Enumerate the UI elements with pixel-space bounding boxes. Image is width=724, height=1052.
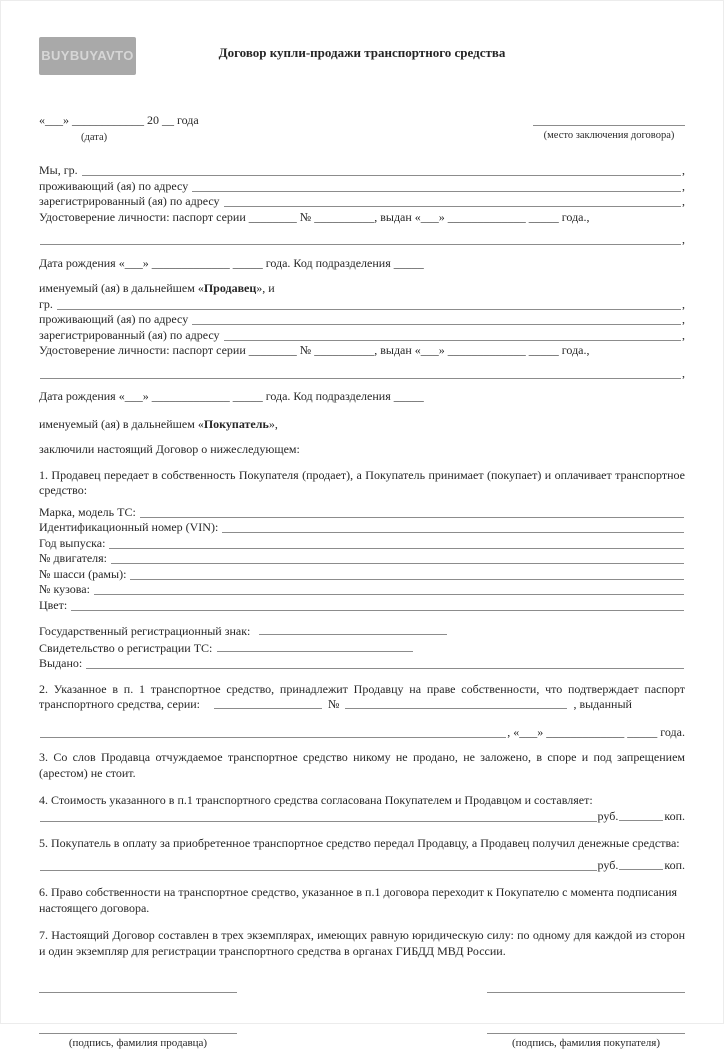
clause-6: 6. Право собственности на транспортное средство, указанное в п.1 договора переходит к Покупателю с момента подписания настоящего договора. [39, 885, 678, 915]
place-blank-line [533, 113, 685, 126]
seller-registered-label: зарегистрированный (ая) по адресу [39, 194, 220, 208]
seller-name-line [39, 1020, 237, 1034]
seller-living-row [39, 179, 685, 195]
seller-signature-caption: (подпись, фамилия продавца) [68, 1037, 208, 1049]
comma: , [682, 365, 685, 380]
rub-label: руб. [597, 857, 619, 872]
buyer-passport-cont-row [39, 366, 685, 382]
blank-line [94, 582, 684, 595]
blank-line [40, 725, 506, 738]
buyer-signature-line [487, 979, 685, 993]
blank-line [259, 623, 447, 635]
blank-line [82, 163, 681, 176]
named-prefix: именуемый (ая) в дальнейшем « [39, 281, 204, 295]
buyer-section [39, 297, 685, 433]
kop-label: коп. [664, 857, 685, 872]
blank-line [111, 551, 684, 564]
seller-living-label: проживающий (ая) по адресу [39, 178, 189, 193]
clause-2-line3 [39, 725, 685, 741]
vehicle-year-label: Год выпуска: [39, 535, 106, 550]
signature-section [39, 979, 685, 1052]
buyer-registered-row [39, 328, 685, 344]
rub-label: руб. [597, 808, 619, 823]
blank-line [57, 297, 681, 310]
buyer-birth-line: Дата рождения «___» _____________ _____ года. Код подразделения _____ [39, 389, 424, 403]
blank-line [40, 366, 681, 379]
buybuyavto-logo: BUYBUYAVTO [39, 37, 136, 75]
comma: , [682, 194, 685, 208]
comma: , [682, 232, 685, 246]
place-block [533, 113, 685, 145]
blank-line [140, 505, 684, 518]
date-blank: «___» ____________ 20 __ года [39, 113, 199, 127]
clause-2-number-sign: № [328, 697, 340, 711]
issued-row [39, 656, 685, 672]
buyer-registered-label: зарегистрированный (ая) по адресу [39, 327, 220, 342]
blank-line [217, 640, 413, 652]
blank-line [109, 536, 684, 549]
buyer-passport-line: Удостоверение личности: паспорт серии ________ № __________, выдан «___» _____________ _____ года., [39, 343, 590, 357]
blank-line [130, 567, 684, 580]
blank-line [71, 598, 684, 611]
vehicle-field-row [39, 520, 685, 536]
document-header [39, 37, 685, 93]
clause-7: 7. Настоящий Договор составлен в трех экземплярах, имеющих равную юридическую силу: по одному для каждой из сторон и один экземпляр для регистрации транспортного средства в органах ГИБДД МВД России. [39, 928, 685, 958]
blank-line [224, 194, 681, 207]
seller-passport-cont-row [39, 232, 685, 248]
vehicle-field-row [39, 598, 685, 614]
comma: , [682, 163, 685, 177]
blank-line [222, 520, 684, 533]
comma: , [682, 296, 685, 311]
vehicle-field-row [39, 536, 685, 552]
preamble: заключили настоящий Договор о нижеследующем: [39, 442, 300, 456]
document-title: Договор купли-продажи транспортного средства [218, 45, 506, 60]
buyer-role-name: Покупатель [203, 416, 269, 431]
kop-label: коп. [664, 808, 685, 823]
clause-2-line1: 2. Указанное в п. 1 транспортное средство, принадлежит Продавцу на праве собственности, что подтверждает паспорт [39, 681, 685, 696]
price-row [39, 809, 685, 825]
blank-line [345, 697, 567, 709]
dateline [39, 113, 685, 145]
date-caption: (дата) [81, 131, 108, 143]
vehicle-chassis-label: № шасси (рамы): [39, 566, 127, 581]
seller-role-name: Продавец [203, 281, 257, 295]
comma: , [682, 327, 685, 342]
blank-line [40, 232, 681, 245]
buyer-signature-caption: (подпись, фамилия покупателя) [511, 1037, 660, 1049]
blank-line [619, 809, 663, 821]
blank-line [224, 328, 681, 341]
buyer-name-row [39, 297, 685, 313]
buyer-living-label: проживающий (ая) по адресу [39, 312, 189, 326]
registration-block [39, 623, 685, 672]
blank-line [214, 697, 322, 709]
vehicle-vin-label: Идентификационный номер (VIN): [39, 520, 219, 534]
seller-signature-block [39, 979, 237, 1052]
seller-name-row [39, 163, 685, 179]
buyer-named-line [39, 417, 685, 433]
clause-2-issued-label: , выданный [573, 697, 632, 711]
place-caption: (место заключения договора) [543, 130, 675, 141]
issued-label: Выдано: [39, 656, 83, 670]
blank-line [192, 179, 681, 192]
cert-row [39, 640, 685, 657]
seller-named-line [39, 281, 685, 297]
seller-signature-line [39, 979, 237, 993]
vehicle-field-row [39, 505, 685, 521]
clause-1: 1. Продавец передает в собственность Покупателя (продает), а Покупатель принимает (покупает) и оплачивает транспортное средство: [39, 467, 685, 497]
vehicle-make-label: Марка, модель ТС: [39, 504, 136, 519]
seller-section [39, 163, 685, 297]
clause-2-series-label: транспортного средства, серии: [39, 697, 200, 711]
comma: , [682, 178, 685, 193]
named-suffix: », и [256, 281, 275, 295]
clause-4: 4. Стоимость указанного в п.1 транспортного средства согласована Покупателем и Продавцом и составляет: [39, 793, 593, 807]
named-suffix: », [268, 416, 278, 431]
seller-registered-row [39, 194, 685, 210]
seller-passport-line: Удостоверение личности: паспорт серии ________ № __________, выдан «___» _____________ _____ года., [39, 209, 590, 224]
vehicle-field-row [39, 582, 685, 598]
blank-line [40, 809, 597, 822]
clause-5: 5. Покупатель в оплату за приобретенное транспортное средство передал Продавцу, а Продавец получил денежные средства: [39, 836, 680, 850]
blank-line [40, 858, 597, 871]
clause-2-line2 [39, 697, 685, 713]
cert-label: Свидетельство о регистрации ТС: [39, 640, 213, 655]
buyer-intro-label: гр. [39, 296, 53, 311]
vehicle-color-label: Цвет: [39, 597, 68, 612]
blank-line [192, 312, 681, 325]
vehicle-body-label: № кузова: [39, 582, 90, 596]
vehicle-fields [39, 505, 685, 614]
plate-label: Государственный регистрационный знак: [39, 624, 251, 638]
clause-3: 3. Со слов Продавца отчуждаемое транспортное средство никому не продано, не заложено, в споре и под запрещением (арестом) не стоит. [39, 750, 685, 780]
clause-2 [39, 682, 685, 741]
named-prefix: именуемый (ая) в дальнейшем « [39, 416, 204, 431]
clause-2-tail: , «___» _____________ _____ года. [507, 724, 685, 739]
seller-intro-label: Мы, гр. [39, 163, 78, 177]
buyer-signature-block [487, 979, 685, 1052]
blank-line [619, 858, 663, 870]
vehicle-field-row [39, 551, 685, 567]
plate-row [39, 623, 685, 640]
blank-line [86, 656, 684, 669]
vehicle-field-row [39, 567, 685, 583]
date-block [39, 113, 199, 145]
buyer-living-row [39, 312, 685, 328]
buyer-name-line [487, 1020, 685, 1034]
comma: , [682, 312, 685, 326]
vehicle-engine-label: № двигателя: [39, 551, 107, 565]
seller-birth-line: Дата рождения «___» _____________ _____ года. Код подразделения _____ [39, 255, 424, 270]
paid-row [39, 858, 685, 874]
